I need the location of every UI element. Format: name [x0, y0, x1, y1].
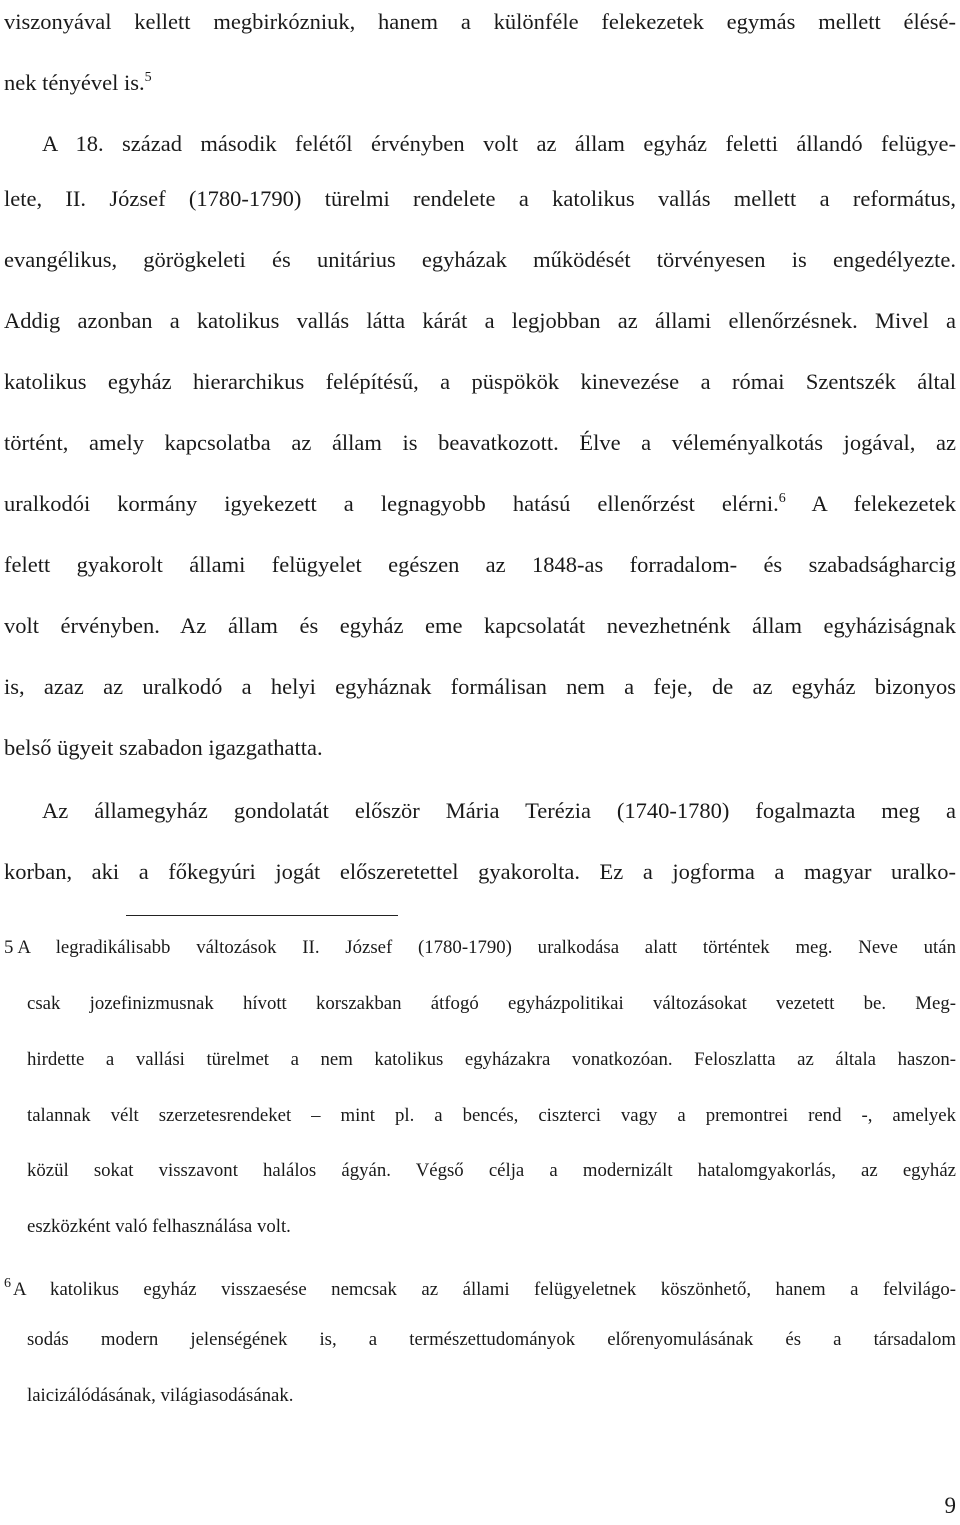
- body-line-9-text: uralkodói kormány igyekezett a legnagyobb hatású ellenőrzést elérni.: [4, 491, 779, 516]
- footnote-separator: [126, 915, 398, 916]
- footnote-6-line-2: sodás modern jelenségének is, a természettudományok előrenyomulásának és a társadalom: [27, 1329, 956, 1350]
- footnote-6-line-3: laicizálódásának, világiasodásának.: [27, 1385, 294, 1406]
- footnote-5-number: 5: [4, 937, 14, 958]
- body-line-12: is, azaz az uralkodó a helyi egyháznak formálisan nem a feje, de az egyház bizonyos: [4, 674, 956, 699]
- footnote-5-line-5: közül sokat visszavont halálos ágyán. Végső célja a modernizált hatalomgyakorlás, az egyház: [27, 1160, 956, 1181]
- page-number: 9: [944, 1493, 956, 1518]
- footnote-5-line-1: [4, 935, 956, 961]
- footnote-5-line-3: hirdette a vallási türelmet a nem katolikus egyházakra vonatkozóan. Feloszlatta az általa haszon-: [27, 1049, 956, 1070]
- footnote-6-number: 6: [4, 1276, 11, 1291]
- body-line-4: lete, II. József (1780-1790) türelmi rendelete a katolikus vallás mellett a református,: [4, 186, 956, 211]
- footnote-5-line-4: talannak vélt szerzetesrendeket – mint pl. a bencés, ciszterci vagy a premontrei rend -, amelyek: [27, 1105, 956, 1126]
- body-line-10: felett gyakorolt állami felügyelet egészen az 1848-as forradalom- és szabadságharcig: [4, 552, 956, 577]
- footnote-5-line-6: eszközként való felhasználása volt.: [27, 1216, 291, 1237]
- body-line-6: Addig azonban a katolikus vallás látta kárát a legjobban az állami ellenőrzésnek. Mivel a: [4, 308, 956, 333]
- body-line-2: [4, 68, 956, 98]
- body-line-13: belső ügyeit szabadon igazgathatta.: [4, 735, 323, 760]
- body-line-8: történt, amely kapcsolatba az állam is beavatkozott. Élve a véleményalkotás jogával, az: [4, 430, 956, 455]
- footnote-ref-5: 5: [144, 70, 152, 85]
- footnote-5-line-2: csak jozefinizmusnak hívott korszakban átfogó egyházpolitikai változásokat vezetett be. Meg-: [27, 993, 956, 1014]
- body-line-1: viszonyával kellett megbirkózniuk, hanem a különféle felekezetek egymás mellett élésé-: [4, 9, 956, 34]
- footnote-6-line-1: [4, 1271, 956, 1303]
- body-line-15: korban, aki a főkegyúri jogát előszeretettel gyakorolta. Ez a jogforma a magyar uralko-: [4, 859, 956, 884]
- body-line-9-tail: A felekezetek: [785, 491, 956, 516]
- body-line-3: A 18. század második felétől érvényben volt az állam egyház feletti állandó felügye-: [42, 131, 956, 156]
- footnote-6-line-1-text: A katolikus egyház visszaesése nemcsak az állami felügyeletnek köszönhető, hanem a felvilágo-: [13, 1279, 956, 1300]
- footnote-ref-6: 6: [778, 491, 786, 506]
- body-line-7: katolikus egyház hierarchikus felépítésű, a püspökök kinevezése a római Szentszék által: [4, 369, 956, 394]
- body-line-14: Az államegyház gondolatát először Mária Terézia (1740-1780) fogalmazta meg a: [42, 798, 956, 823]
- body-line-5: evangélikus, görögkeleti és unitárius egyházak működését törvényesen is engedélyezte.: [4, 247, 956, 272]
- body-line-9: [4, 489, 956, 519]
- body-line-11: volt érvényben. Az állam és egyház eme kapcsolatát nevezhetnénk állam egyháziságnak: [4, 613, 956, 638]
- body-line-2-text: nek tényével is.: [4, 70, 145, 95]
- footnote-5-line-1-text: A legradikálisabb változások II. József (1780-1790) uralkodása alatt történtek meg. Neve után: [17, 937, 956, 958]
